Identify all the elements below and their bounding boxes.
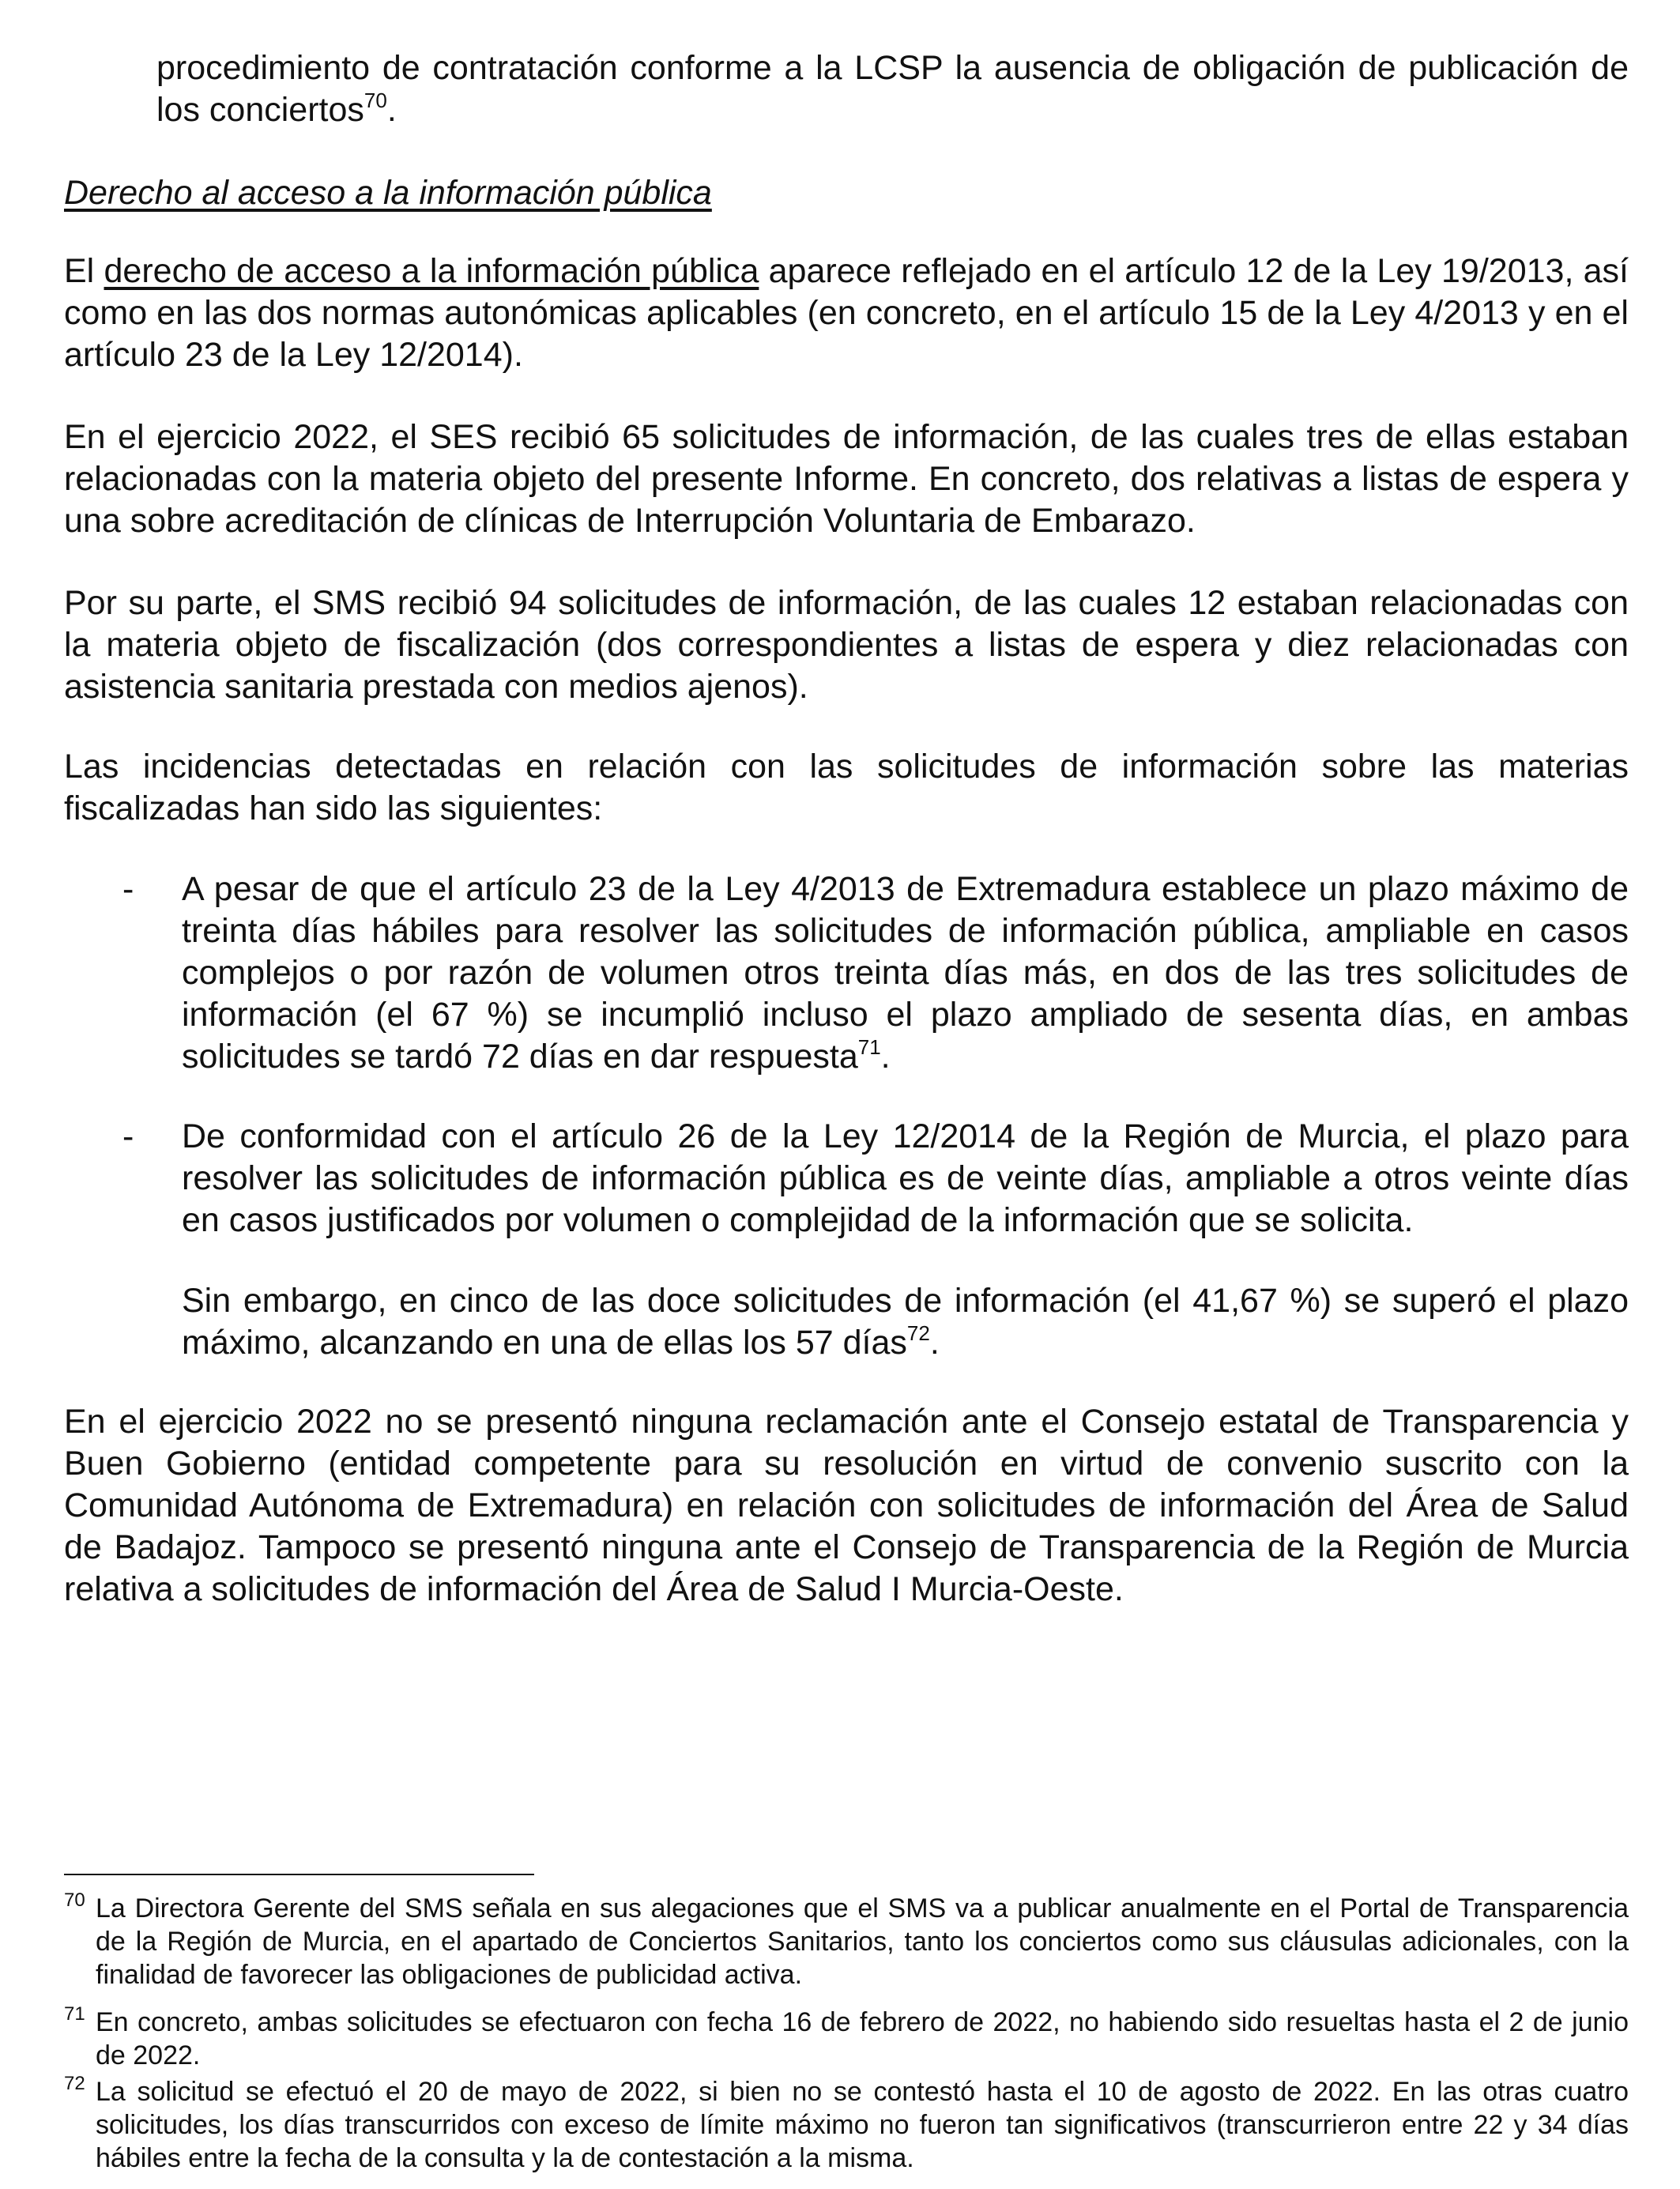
paragraph-ses-requests: En el ejercicio 2022, el SES recibió 65 solicitudes de información, de las cuales tres de ellas estaban relacionadas con la materia objeto del presente Informe. En concreto, dos relativas a listas de espera y una sobre acreditación de clínicas de Interrupción Voluntaria de Embarazo.: [64, 418, 1629, 540]
footnote-ref-70[interactable]: 70: [363, 88, 387, 112]
footnote-72: [64, 2075, 1629, 2175]
continuation-end: .: [386, 91, 397, 129]
bullet-murcia-followup: [182, 1280, 1629, 1364]
footnote-separator: [64, 1874, 534, 1875]
footnote-71: [64, 2003, 1629, 2072]
paragraph-incidents-intro: Las incidencias detectadas en relación con las solicitudes de información sobre las materias fiscalizadas han sido las siguientes:: [64, 748, 1629, 827]
section-heading: Derecho al acceso a la información pública: [64, 174, 712, 212]
p1-rest: aparece reflejado en el artículo 12 de la Ley 19/2013, así como en las dos normas autonómicas aplicables (en concreto, en el artículo 15 de la Ley 4/2013 y en el artículo 23 de la Ley 12/2014).: [64, 252, 1629, 374]
bullet-1-end: .: [880, 1038, 891, 1076]
footnote-72-text: La solicitud se efectuó el 20 de mayo de 2022, si bien no se contestó hasta el 10 de agosto de 2022. En las otras cuatro solicitudes, los días transcurridos con exceso de límite máximo no fueron tan significativos (transcurrieron entre 22 y 34 días hábiles entre la fecha de la consulta y la de contestación a la misma.: [96, 2077, 1629, 2173]
p1-start: El: [64, 252, 104, 290]
bullet-2-follow-text: Sin embargo, en cinco de las doce solicitudes de información (el 41,67 %) se superó el plazo máximo, alcanzando en una de ellas los 57 días: [182, 1282, 1629, 1362]
footnote-71-number: 71: [64, 2003, 85, 2025]
access-right-term: derecho de acceso a la información pública: [104, 252, 759, 290]
footnote-70: [64, 1889, 1629, 1991]
footnote-71-text: En concreto, ambas solicitudes se efectuaron con fecha 16 de febrero de 2022, no habiendo sido resueltas hasta el 2 de junio de 2022.: [96, 2007, 1629, 2070]
paragraph-access-right: [64, 251, 1629, 376]
footnote-70-number: 70: [64, 1889, 85, 1911]
bullet-dash-1: -: [122, 870, 134, 908]
footnote-ref-71[interactable]: 71: [857, 1034, 881, 1059]
paragraph-claims: En el ejercicio 2022 no se presentó ninguna reclamación ante el Consejo estatal de Transparencia y Buen Gobierno (entidad competente para su resolución en virtud de convenio suscrito con la Comunidad Autónoma de Extremadura) en relación con solicitudes de información del Área de Salud de Badajoz. Tampoco se presentó ninguna ante el Consejo de Transparencia de la Región de Murcia relativa a solicitudes de información del Área de Salud I Murcia-Oeste.: [64, 1403, 1629, 1608]
continuation-text: procedimiento de contratación conforme a la LCSP la ausencia de obligación de publicación de los conciertos: [156, 49, 1629, 129]
footnote-ref-72[interactable]: 72: [906, 1321, 930, 1345]
bullet-2-follow-end: .: [929, 1324, 940, 1362]
paragraph-sms-requests: Por su parte, el SMS recibió 94 solicitudes de información, de las cuales 12 estaban relacionadas con la materia objeto de fiscalización (dos correspondientes a listas de espera y diez relacionadas con asistencia sanitaria prestada con medios ajenos).: [64, 584, 1629, 706]
footnote-72-number: 72: [64, 2073, 85, 2094]
bullet-1-text: A pesar de que el artículo 23 de la Ley 4/2013 de Extremadura establece un plazo máximo de treinta días hábiles para resolver las solicitudes de información pública, ampliable en casos complejos o por razón de volumen otros treinta días más, en dos de las tres solicitudes de información (el 67 %) se incumplió incluso el plazo ampliado de sesenta días, en ambas solicitudes se tardó 72 días en dar respuesta: [182, 870, 1629, 1076]
footnote-70-text: La Directora Gerente del SMS señala en sus alegaciones que el SMS va a publicar anualmente en el Portal de Transparencia de la Región de Murcia, en el apartado de Conciertos Sanitarios, tanto los conciertos como sus cláusulas adicionales, con la finalidad de favorecer las obligaciones de publicidad activa.: [96, 1893, 1629, 1990]
bullet-murcia: De conformidad con el artículo 26 de la Ley 12/2014 de la Región de Murcia, el plazo para resolver las solicitudes de información pública es de veinte días, ampliable a otros veinte días en casos justificados por volumen o complejidad de la información que se solicita.: [182, 1117, 1629, 1239]
bullet-extremadura: [182, 868, 1629, 1078]
bullet-dash-2: -: [122, 1117, 134, 1155]
continuation-paragraph: [156, 47, 1629, 131]
